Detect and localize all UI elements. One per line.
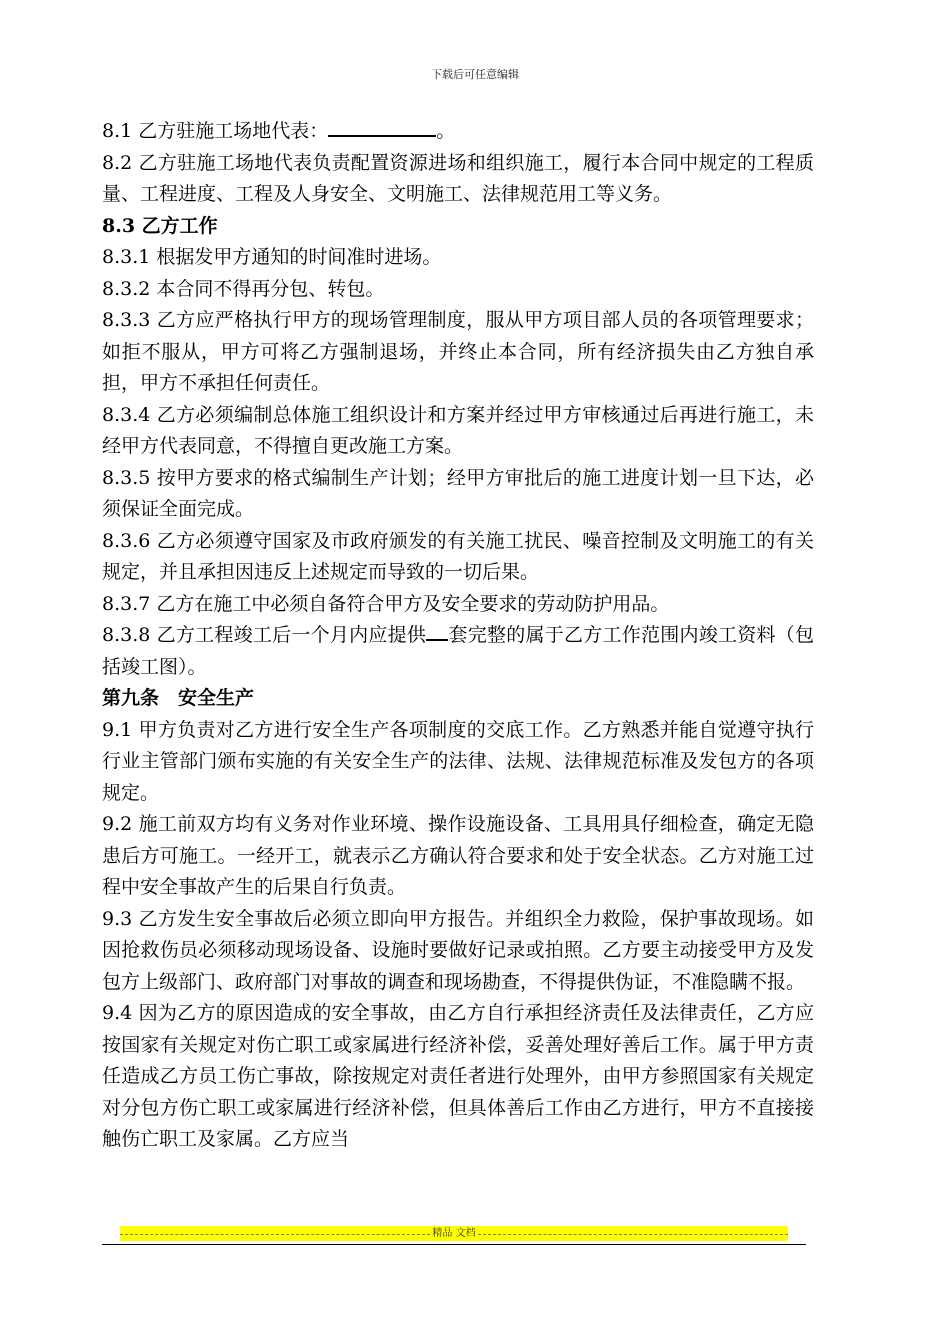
clause-9-3: 9.3 乙方发生安全事故后必须立即向甲方报告。并组织全力救险，保护事故现场。如因抢救伤员必须移动现场设备、设施时要做好记录或拍照。乙方要主动接受甲方及发包方上级部门、政府部门对事故的调查和现场勘查，不得提供伪证，不准隐瞒不报。: [102, 907, 814, 993]
clause-8-3-4: 8.3.4 乙方必须编制总体施工组织设计和方案并经过甲方审核通过后再进行施工，未经甲方代表同意，不得擅自更改施工方案。: [102, 403, 814, 457]
clause-8-3-5: 8.3.5 按甲方要求的格式编制生产计划；经甲方审批后的施工进度计划一旦下达，必须保证全面完成。: [102, 466, 814, 520]
clause-8-3-2: 8.3.2 本合同不得再分包、转包。: [102, 277, 385, 300]
clause-8-2: 8.2 乙方驻施工场地代表负责配置资源进场和组织施工，履行本合同中规定的工程质量、工程进度、工程及人身安全、文明施工、法律规范用工等义务。: [102, 151, 814, 205]
blank-field: [426, 639, 448, 641]
document-body: [102, 116, 814, 1156]
page-footer-banner: [120, 1226, 788, 1241]
clause-8-1-end: 。: [436, 120, 456, 142]
clause-8-3-3: 8.3.3 乙方应严格执行甲方的现场管理制度，服从甲方项目部人员的各项管理要求；如拒不服从，甲方可将乙方强制退场，并终止本合同，所有经济损失由乙方独自承担，甲方不承担任何责任。: [102, 309, 814, 394]
clause-9-2: 9.2 施工前双方均有义务对作业环境、操作设施设备、工具用具仔细检查，确定无隐患后方可施工。一经开工，就表示乙方确认符合要求和处于安全状态。乙方对施工过程中安全事故产生的后果自行负责。: [102, 813, 814, 898]
clause-8-1: [102, 116, 814, 148]
blank-field: [328, 135, 436, 137]
footer-dash-right: [478, 1234, 788, 1235]
article-heading-9: 第九条 安全生产: [102, 687, 255, 709]
clause-8-3-8-text: 8.3.8 乙方工程竣工后一个月内应提供: [102, 624, 427, 646]
clause-8-3-8-end: 套完整的属于乙方工作范围内竣工资料（包括竣工图）。: [102, 624, 814, 678]
clause-9-1: 9.1 甲方负责对乙方进行安全生产各项制度的交底工作。乙方熟悉并能自觉遵守执行行业主管部门颁布实施的有关安全生产的法律、法规、法律规范标准及发包方的各项规定。: [102, 718, 814, 804]
footer-dash-left: [120, 1234, 430, 1235]
clause-8-1-text: 8.1 乙方驻施工场地代表：: [102, 120, 329, 142]
section-heading-8-3: 8.3 乙方工作: [102, 214, 218, 237]
page-header: 下载后可任意编辑: [431, 68, 519, 81]
clause-8-3-7: 8.3.7 乙方在施工中必须自备符合甲方及安全要求的劳动防护用品。: [102, 592, 670, 615]
footer-label: 精品 文档: [432, 1228, 476, 1239]
clause-8-3-6: 8.3.6 乙方必须遵守国家及市政府颁发的有关施工扰民、噪音控制及文明施工的有关规定，并且承担因违反上述规定而导致的一切后果。: [102, 529, 814, 583]
clause-8-3-8: [102, 620, 814, 683]
footer-rule: [102, 1244, 806, 1245]
clause-9-4: 9.4 因为乙方的原因造成的安全事故，由乙方自行承担经济责任及法律责任，乙方应按国家有关规定对伤亡职工或家属进行经济补偿，妥善处理好善后工作。属于甲方责任造成乙方员工伤亡事故，除按规定对责任者进行处理外，由甲方参照国家有关规定对分包方伤亡职工或家属进行经济补偿，但具体善后工作由乙方进行，甲方不直接接触伤亡职工及家属。乙方应当: [102, 1002, 814, 1150]
clause-8-3-1: 8.3.1 根据发甲方通知的时间准时进场。: [102, 246, 442, 268]
